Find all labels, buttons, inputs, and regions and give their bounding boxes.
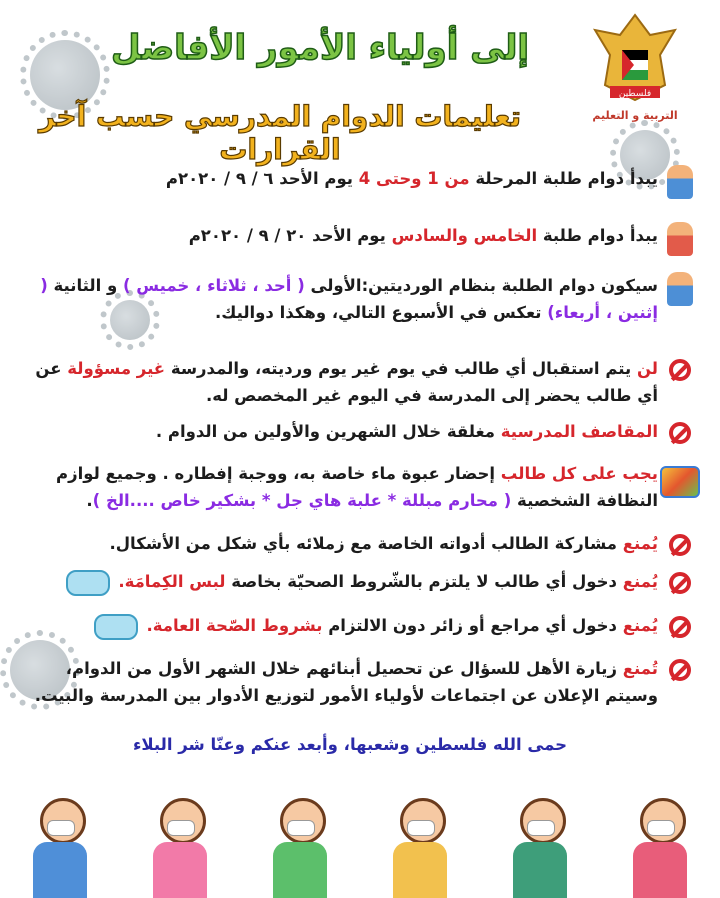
- child-figure: [25, 798, 95, 898]
- list-item: لن يتم استقبال أي طالب في يوم غير يوم ورديته، والمدرسة غير مسؤولة عن أي طالب يحضر إلى المدرسة في اليوم غير المخصص له.: [12, 355, 702, 409]
- prohibited-icon: [669, 534, 691, 556]
- page-title: إلى أولياء الأمور الأفاضل: [110, 28, 530, 68]
- prohibited-icon: [669, 359, 691, 381]
- children-illustration: [0, 790, 720, 898]
- list-item: يُمنع مشاركة الطالب أدواته الخاصة مع زملائه بأي شكل من الأشكال.: [12, 530, 702, 557]
- list-item: سيكون دوام الطلبة بنظام الورديتين:الأولى ( أحد ، ثلاثاء ، خميس ) و الثانية ( إثنين ، أربعاء) تعكس في الأسبوع التالي، وهكذا دواليك.: [12, 272, 702, 326]
- logo-label-palestine: فلسطين: [618, 89, 652, 99]
- girl-icon: [667, 222, 693, 256]
- list-item: المقاصف المدرسية مغلقة خلال الشهرين والأولين من الدوام .: [12, 418, 702, 445]
- prohibited-icon: [669, 659, 691, 681]
- prohibited-icon: [669, 422, 691, 444]
- child-figure: [385, 798, 455, 898]
- child-figure: [265, 798, 335, 898]
- prohibited-icon: [669, 572, 691, 594]
- prohibited-icon: [669, 616, 691, 638]
- list-item: يبدأ دوام طلبة الخامس والسادس يوم الأحد ٢٠ / ٩ / ٢٠٢٠م: [12, 222, 702, 256]
- child-figure: [505, 798, 575, 898]
- eagle-emblem-icon: [590, 10, 680, 105]
- list-item: يُمنع دخول أي طالب لا يلتزم بالشّروط الصحيّة بخاصة لبس الكِمامَة.: [12, 568, 702, 596]
- child-figure: [145, 798, 215, 898]
- closing-prayer: حمى الله فلسطين وشعبها، وأبعد عنكم وعنّا شر البلاء: [132, 735, 568, 754]
- list-item: تُمنع زيارة الأهل للسؤال عن تحصيل أبنائهم خلال الشهر الأول من الدوام، وسيتم الإعلان عن اجتماعات لأولياء الأمور لتوزيع الأدوار بين المدرسة والبيت.: [12, 655, 702, 709]
- student-icon: [667, 272, 693, 306]
- logo-caption: التربية و التعليم: [592, 109, 678, 122]
- child-figure: [625, 798, 695, 898]
- list-item: يبدأ دوام طلبة المرحلة من 1 وحتى 4 يوم الأحد ٦ / ٩ / ٢٠٢٠م: [12, 165, 702, 199]
- page-subtitle: تعليمات الدوام المدرسي حسب آخر القرارات: [39, 100, 521, 166]
- boy-icon: [667, 165, 693, 199]
- face-mask-icon: [94, 614, 138, 640]
- list-item: يجب على كل طالب إحضار عبوة ماء خاصة به، ووجبة إفطاره . وجميع لوازم النظافة الشخصية ( محارم مبللة * علبة هاي جل * بشكير خاص ....الخ ).: [12, 460, 702, 514]
- face-mask-icon: [66, 570, 110, 596]
- ministry-logo: [575, 10, 695, 140]
- list-item: يُمنع دخول أي مراجع أو زائر دون الالتزام بشروط الصّحة العامة.: [12, 612, 702, 640]
- lunchbox-icon: [660, 466, 700, 498]
